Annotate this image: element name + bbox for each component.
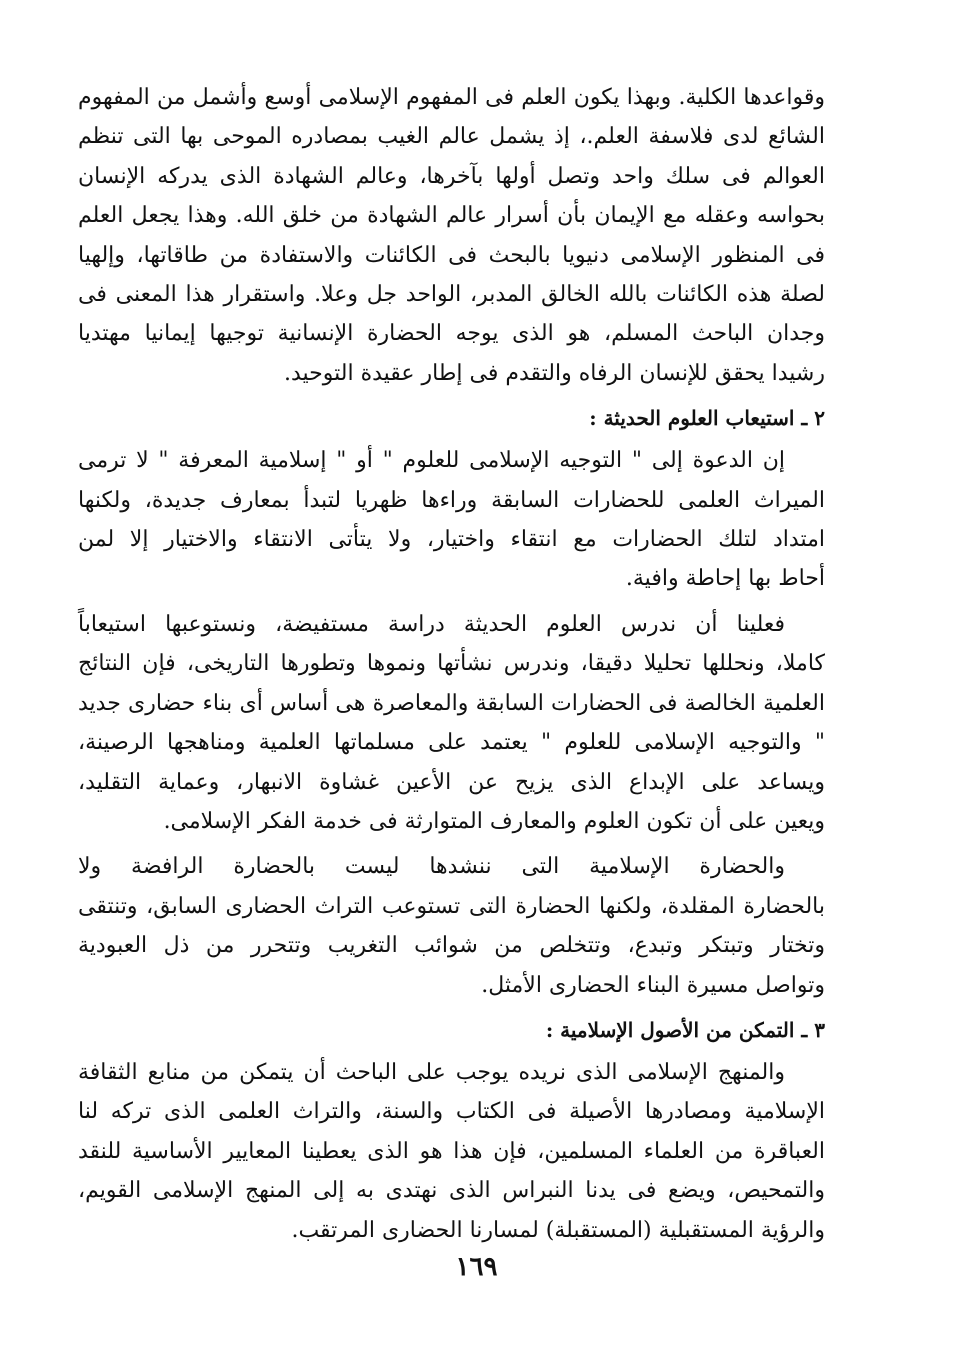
text-line: وتختار وتبتكر وتبدع، وتتخلص من شوائب التغريب وتتحرر من ذل العبودية — [78, 933, 825, 959]
text-line: فى المنظور الإسلامى دنيويا بالبحث فى الكائنات والاستفادة من طاقاتها، وإلهيا — [78, 242, 825, 268]
text-line: " والتوجيه الإسلامى للعلوم " يعتمد على مسلماتها العلمية ومناهجها الرصينة، — [78, 730, 825, 756]
text-line: والتمحيص، ويضع فى يدنا النبراس الذى نهتدى به إلى المنهج الإسلامى القويم، — [78, 1178, 825, 1204]
text-line: وجدان الباحث المسلم، هو الذى يوجه الحضارة الإنسانية توجيها إيمانيا مهتديا — [78, 321, 825, 347]
section-2-paragraph-1 — [78, 441, 825, 599]
section-2-paragraph-3 — [78, 847, 825, 1005]
text-line: بالحضارة المقلدة، ولكنها الحضارة التى تستوعب التراث الحضارى السابق، وتنتقى — [78, 893, 825, 919]
text-line: بحواسه وعقله مع الإيمان بأن أسرار عالم الشهادة من خلق الله. وهذا يجعل العلم — [78, 203, 825, 229]
text-line: والحضارة الإسلامية التى ننشدها ليست بالحضارة الرافضة ولا — [78, 854, 785, 880]
page-number: ١٦٩ — [455, 1252, 498, 1282]
text-line: والمنهج الإسلامى الذى نريده يوجب على الباحث أن يتمكن من منابع الثقافة — [78, 1059, 785, 1085]
text-line: الميراث العلمى للحضارات السابقة وراءها ظهريا لتبدأ بمعارف جديدة، ولكنها — [78, 487, 825, 513]
section-heading-2: ٢ ـ استيعاب العلوم الحديثة : — [589, 406, 825, 431]
text-line: رشيدا يحقق للإنسان الرفاه والتقدم فى إطار عقيدة التوحيد. — [284, 360, 825, 386]
text-line: امتداد لتلك الحضارات مع انتقاء واختيار، ولا يتأتى الانتقاء والاختيار إلا لمن — [78, 527, 825, 553]
intro-paragraph — [78, 78, 825, 393]
text-line: ويساعد على الإبداع الذى يزيح عن الأعين غشاوة الانبهار، وعماية التقليد، — [78, 769, 825, 795]
text-line: أحاط بها إحاطة وافية. — [625, 566, 825, 592]
text-line: والرؤية المستقبلية (المستقبلة) لمسارنا الحضارى المرتقب. — [291, 1217, 825, 1243]
text-line: لصلة هذه الكائنات بالله الخالق المدبر، الواحد جل وعلا. واستقرار هذا المعنى فى — [78, 282, 825, 308]
text-line: ويعين على أن تكون العلوم والمعارف المتوارثة فى خدمة الفكر الإسلامى. — [163, 808, 825, 834]
text-line: العباقرة من العلماء المسلمين، فإن هذا هو الذى يعطينا المعايير الأساسية للنقد — [78, 1138, 825, 1164]
text-line: كاملا، ونحللها تحليلا دقيقا، وندرس نشأتها ونموها وتطورها التاريخى، فإن النتائج — [78, 651, 825, 677]
section-heading-3: ٣ ـ التمكن من الأصول الإسلامية : — [545, 1017, 825, 1042]
text-line: فعلينا أن ندرس العلوم الحديثة دراسة مستفيضة، ونستوعبها استيعاباً — [78, 611, 785, 637]
text-line: إن الدعوة إلى " التوجيه الإسلامى للعلوم " أو " إسلامية المعرفة " لا ترمى — [78, 448, 785, 474]
text-line: العلمية الخالصة فى الحضارات السابقة والمعاصرة هى أساس أى بناء حضارى جديد — [78, 690, 825, 716]
text-line: الشائع لدى فلاسفة العلم.، إذ يشمل عالم الغيب بمصادره الموحى بها التى تنظم — [78, 124, 825, 150]
text-line: وتواصل مسيرة البناء الحضارى الأمثل. — [481, 972, 825, 998]
section-3-paragraph-1 — [78, 1053, 825, 1250]
text-line: وقواعدها الكلية. وبهذا يكون العلم فى المفهوم الإسلامى أوسع وأشمل من المفهوم — [78, 85, 825, 110]
text-line: العوالم فى سلك واحد وتصل أولها بآخرها، وعالم الشهادة الذى يدركه الإنسان — [78, 163, 825, 189]
text-line: الإسلامية ومصادرها الأصيلة فى الكتاب والسنة، والتراث العلمى الذى تركه لنا — [78, 1099, 825, 1125]
section-2-paragraph-2 — [78, 605, 825, 841]
